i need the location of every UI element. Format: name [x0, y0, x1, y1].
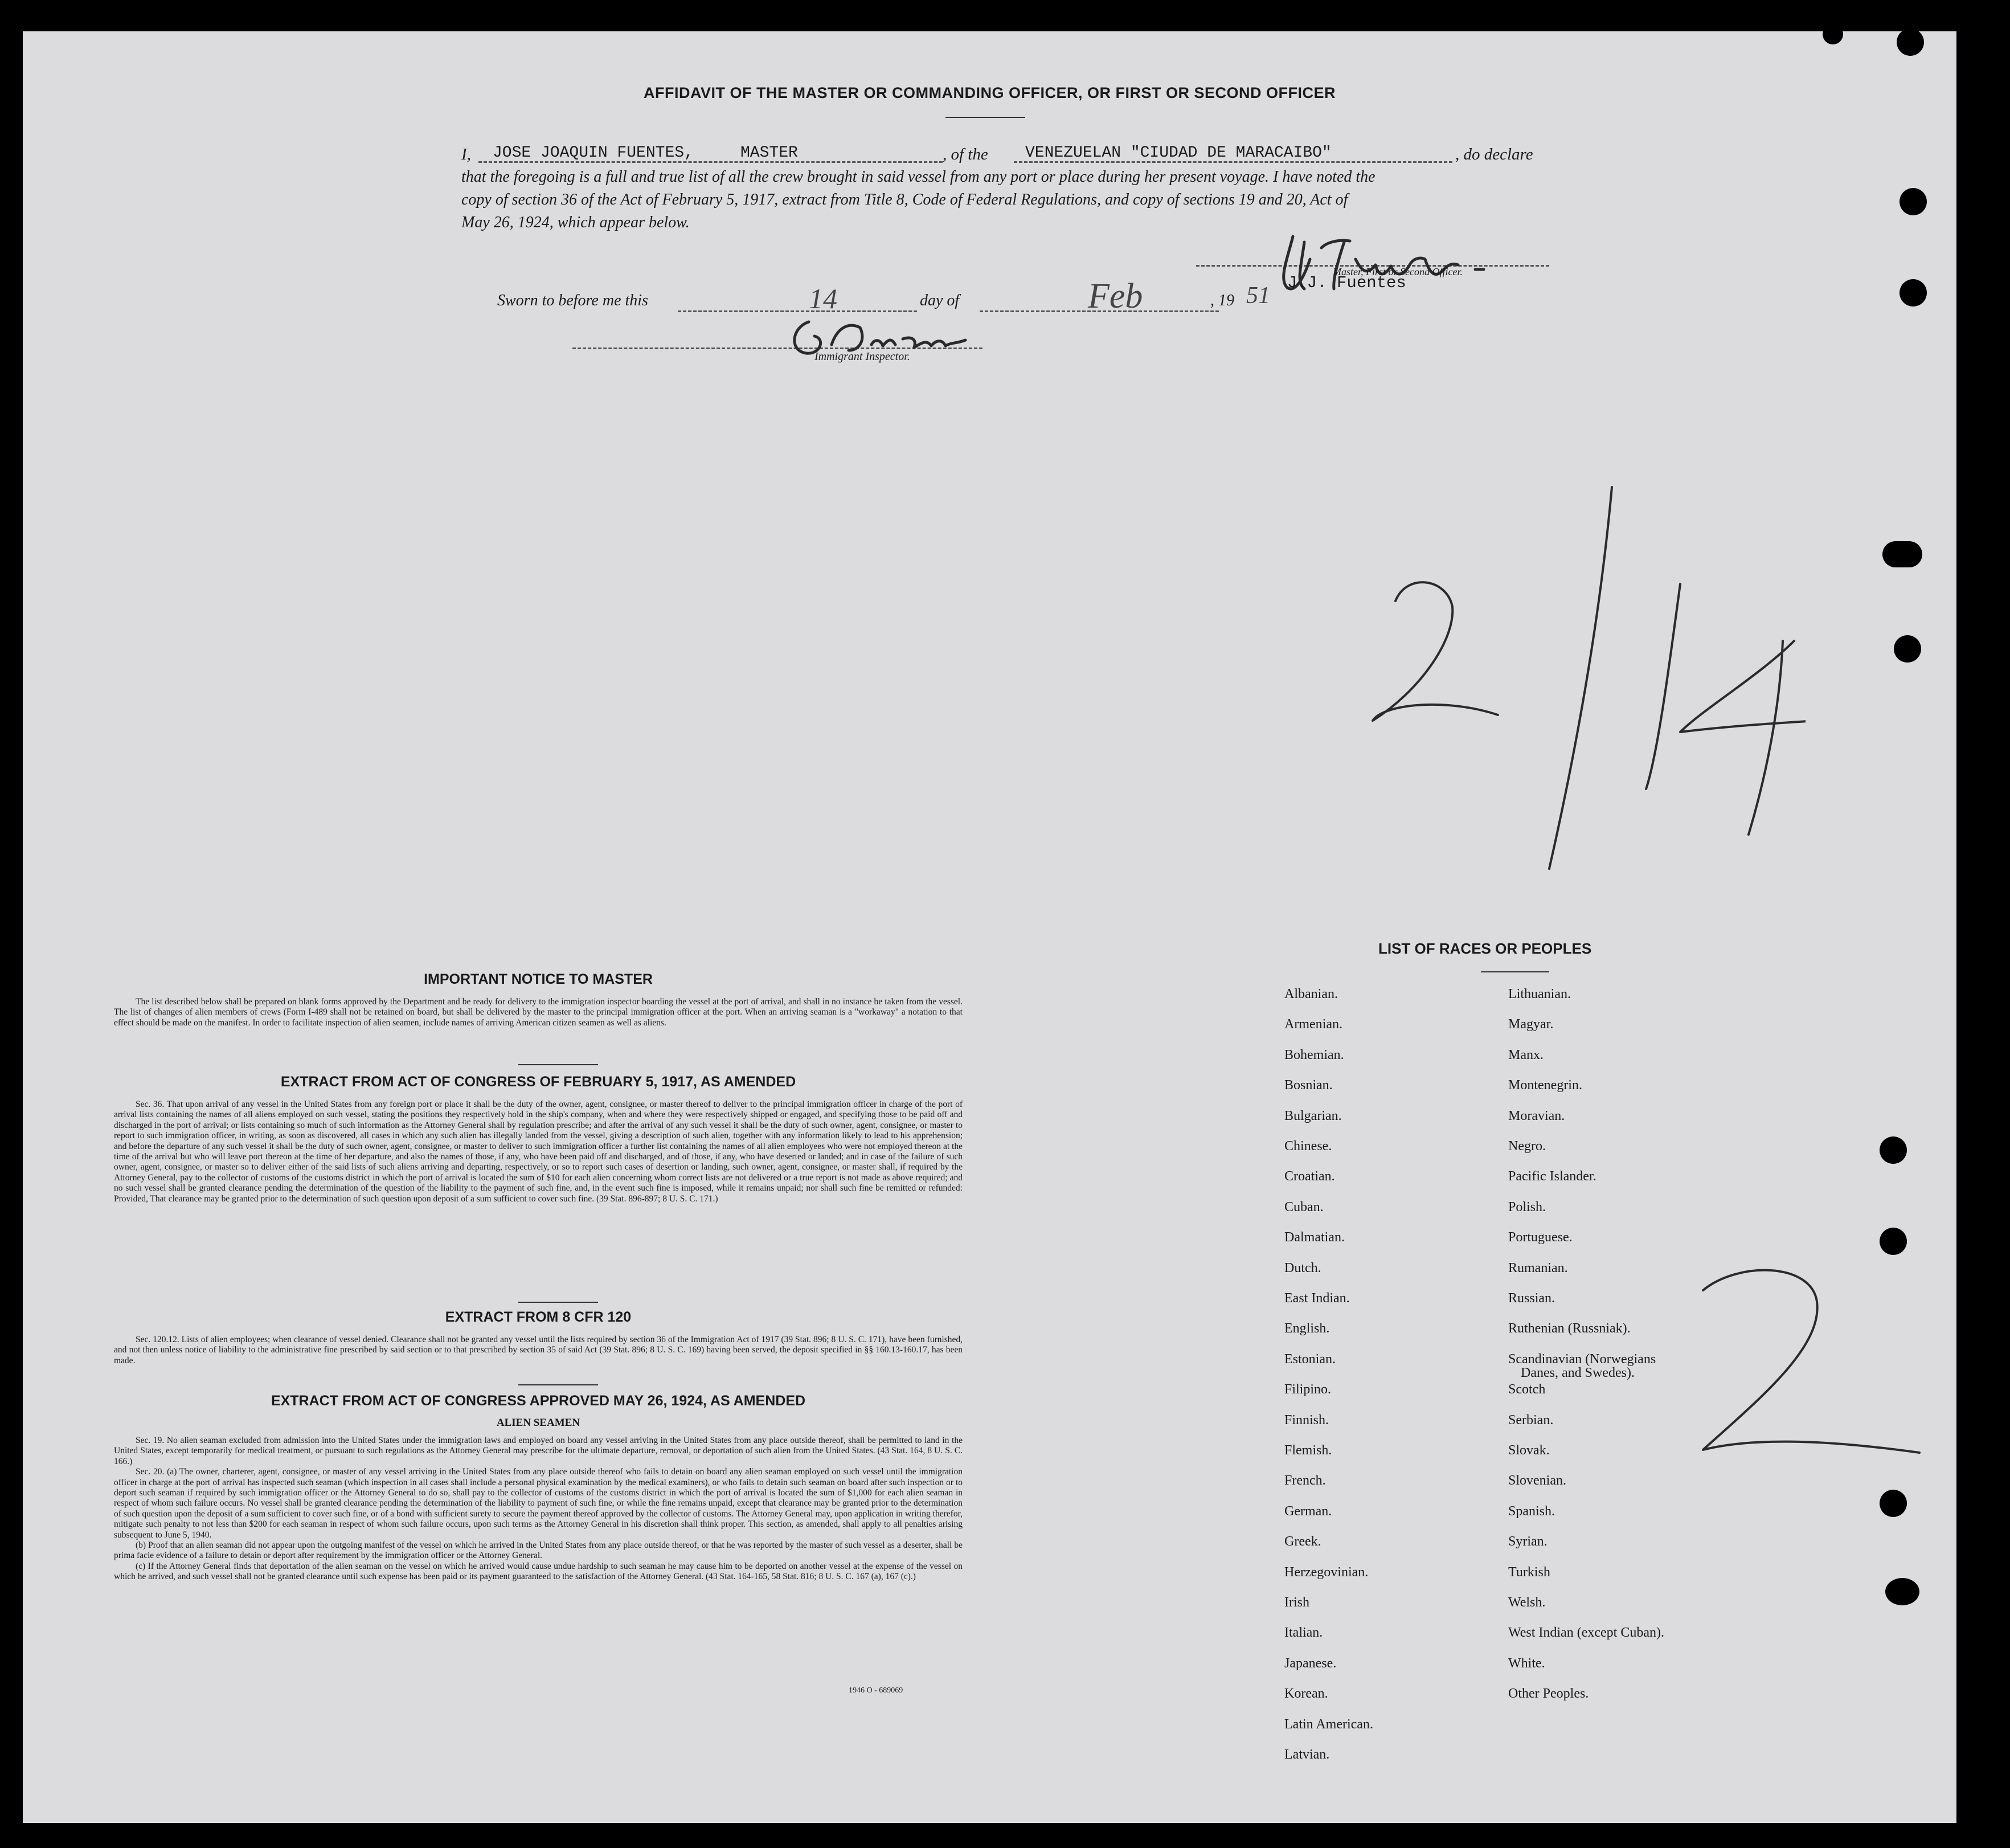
extract-cfr-body	[114, 1335, 963, 1366]
notice-rule	[518, 1064, 598, 1065]
sec20b-paragraph: (b) Proof that an alien seaman did not appear upon the outgoing manifest of the vessel on which he arrived in the United States from any place outside thereof, or that he was reported by the master of such vessel as a deserter, shall be prima facie evidence of a failure to detain or deport after requirement by the immigration officer or the Attorney General.	[114, 1540, 963, 1561]
punch-hole	[1880, 1490, 1907, 1517]
typed-name: J.J. Fuentes	[1287, 273, 1406, 292]
sec20c-paragraph: (c) If the Attorney General finds that deportation of the alien seaman on the vessel on which he arrived would cause undue hardship to such seaman he may cause him to be deported on another vessel at the expense of the vessel on which he arrived, and such vessel shall not be granted clearance until such expense has been paid or its payment guaranteed to the satisfaction of the Attorney General. (43 Stat. 164-165, 58 Stat. 816; 8 U. S. C. 167 (a), 167 (c).)	[114, 1561, 963, 1582]
race-item: Croatian.	[1284, 1169, 1335, 1184]
year-suffix: 51	[1246, 283, 1270, 309]
race-item: Pacific Islander.	[1508, 1169, 1596, 1184]
race-item: Negro.	[1508, 1139, 1546, 1154]
sec20a-paragraph: Sec. 20. (a) The owner, charterer, agent, consignee, or master of any vessel arriving in the United States from any place outside thereof who fails to detain on board any alien seaman employed on such vessel until the immigration officer in charge at the port of arrival has inspected such seaman (which inspection in all cases shall include a personal physical examination by the medical examiners), or who fails to detain such seaman on board after such inspection or to deport such seaman if required by such immigration officer or the Attorney General to do so, shall pay to the collector of customs of the customs district in which the port of arrival is located the sum of $1,000 for each alien seaman in respect of whom such failure occurs. No vessel shall be granted clearance pending the determination of the liability to payment of such fine, or while the fine remains unpaid, except that clearance may be granted prior to the determination of such question upon the deposit of a sum sufficient to cover such fine, or of a bond with sufficient surety to secure the payment thereof approved by the collector of customs. The Attorney General may, upon application in writing therefor, mitigate such penalty to not less than $200 for each seaman in respect of whom such failure occurs, upon such terms as the Attorney General in his discretion shall think proper. This section, as amended, shall apply to all penalties arising subsequent to June 5, 1940.	[114, 1467, 963, 1540]
race-item: White.	[1508, 1655, 1545, 1671]
notice-paragraph: The list described below shall be prepared on blank forms approved by the Department and be ready for delivery to the immigration inspector boarding the vessel at the port of arrival, and shall in no instance be taken from the vessel. The list of changes of alien members of crews (Form I-489 shall not be retained on board, but shall be delivered by the master to the principal immigration officer at the port. When an arriving seaman is a "workaway" a notation to that effect should be made on the manifest. In order to facilitate inspection of alien seamen, include names of arriving American citizen seamen as well as aliens.	[114, 997, 963, 1028]
extract-cfr-title: EXTRACT FROM 8 CFR 120	[445, 1309, 632, 1325]
races-title: LIST OF RACES OR PEOPLES	[1378, 940, 1592, 957]
race-item: Latvian.	[1284, 1747, 1330, 1762]
race-item: East Indian.	[1284, 1291, 1350, 1306]
race-item: German.	[1284, 1503, 1332, 1519]
race-item: Albanian.	[1284, 987, 1338, 1001]
extract1924-body	[114, 1436, 963, 1583]
race-item: Rumanian.	[1508, 1260, 1568, 1275]
race-item: Dalmatian.	[1284, 1230, 1345, 1245]
notice-title: IMPORTANT NOTICE TO MASTER	[424, 971, 653, 987]
date-note-handwriting	[1361, 470, 1806, 903]
race-item: Filipino.	[1284, 1382, 1332, 1397]
affidavit-body-line-3: May 26, 1924, which appear below.	[461, 214, 690, 231]
race-item: Russian.	[1508, 1291, 1555, 1306]
punch-hole	[1882, 541, 1922, 567]
document-sheet	[23, 31, 1956, 1823]
race-item: Magyar.	[1508, 1017, 1554, 1032]
race-item: Polish.	[1508, 1199, 1546, 1215]
i-label: I,	[461, 145, 471, 163]
race-item: Syrian.	[1508, 1534, 1548, 1549]
race-item: Herzegovinian.	[1284, 1564, 1369, 1580]
vessel-name: VENEZUELAN "CIUDAD DE MARACAIBO"	[1025, 144, 1332, 162]
race-item: Latin American.	[1284, 1716, 1373, 1732]
extract1924-title: EXTRACT FROM ACT OF CONGRESS APPROVED MAY 26, 1924, AS AMENDED	[271, 1393, 806, 1409]
of-the-label: , of the	[943, 145, 988, 163]
inspector-caption: Immigrant Inspector.	[814, 350, 910, 363]
race-item: English.	[1284, 1321, 1330, 1336]
race-item: Moravian.	[1508, 1108, 1565, 1123]
master-name: JOSE JOAQUIN FUENTES,	[493, 144, 694, 162]
race-item: Estonian.	[1284, 1351, 1336, 1367]
sworn-day: 14	[809, 283, 837, 314]
extract1924-subtitle: ALIEN SEAMEN	[496, 1417, 580, 1429]
race-item: Dutch.	[1284, 1260, 1321, 1275]
race-item: Manx.	[1508, 1047, 1544, 1062]
sec19-paragraph: Sec. 19. No alien seaman excluded from admission into the United States under the immigration laws and employed on board any vessel arriving in the United States from any place outside thereof, shall be permitted to land in the United States, except temporarily for medical treatment, or pursuant to such regulations as the Attorney General may prescribe for the ultimate departure, removal, or deportation of such alien from the United States. (43 Stat. 164, 8 U. S. C. 166.)	[114, 1436, 963, 1466]
affidavit-first-line	[461, 145, 1675, 168]
race-item: Slovenian.	[1508, 1473, 1566, 1489]
race-item: Turkish	[1508, 1564, 1550, 1580]
extract1917-body	[114, 1099, 963, 1204]
sec36-paragraph: Sec. 36. That upon arrival of any vessel in the United States from any foreign port or place it shall be the duty of the owner, agent, consignee, or master thereof to deliver to the principal immigration officer in charge of the port of arrival lists containing the names of all aliens employed on such vessel, stating the positions they respectively hold in the ship's company, when and where they were respectively shipped or engaged, and specifying those to be paid off and discharged in the port of arrival; or lists containing so much of such information as the Attorney General shall by regulation prescribe; and after the arrival of any such vessel it shall be the duty of such owner, agent, consignee, or master to report to such immigration officer, in writing, as soon as discovered, all cases in which any such alien has illegally landed from the vessel, giving a description of such alien, together with any information likely to lead to his apprehension; and before the departure of any such vessel it shall be the duty of such owner, agent, consignee, or master to deliver to such immigration officer a further list containing the names of all alien employees who were not employed thereon at the time of the arrival but who will leave port thereon at the time of her departure, and also the names of those, if any, who have been paid off and discharged, and of those, if any, who have deserted or landed; and in case of the failure of such owner, agent, consignee, or master so to deliver either of the said lists of such aliens arriving and departing, respectively, or so to report such cases of desertion or landing, such owner, agent, consignee, or master shall, if required by the Attorney General, pay to the collector of customs of the customs district in which the port of arrival is located the sum of $10 for each alien concerning whom correct lists are not delivered or a true report is not made as above required; and no such vessel shall be granted clearance pending the determination of the question of the liability to the payment of such fine, and, in the event such fine is imposed, while it remains unpaid; nor shall such fine be remitted or refunded: Provided, That clearance may be granted prior to the determination of such question upon deposit of a sum sufficient to cover such fine. (39 Stat. 896-897; 8 U. S. C. 171.)	[114, 1099, 963, 1204]
notice-body	[114, 997, 963, 1028]
race-item: Flemish.	[1284, 1443, 1332, 1458]
race-item: West Indian (except Cuban).	[1508, 1625, 1664, 1641]
race-item: Bulgarian.	[1284, 1108, 1342, 1123]
punch-hole	[1897, 28, 1924, 56]
race-item: Portuguese.	[1508, 1230, 1573, 1245]
extract1917-rule	[518, 1302, 598, 1303]
race-item: Lithuanian.	[1508, 987, 1571, 1001]
master-signature-caption: Master, First or Second Officer.	[1333, 266, 1463, 277]
race-item: Welsh.	[1508, 1595, 1546, 1610]
race-item: Italian.	[1284, 1625, 1323, 1641]
affidavit-body-line-1: that the foregoing is a full and true list of all the crew brought in said vessel from any port or place during her present voyage. I have noted the	[461, 168, 1376, 186]
race-item: Ruthenian (Russniak).	[1508, 1321, 1631, 1336]
race-item: Japanese.	[1284, 1655, 1337, 1671]
affidavit-title: AFFIDAVIT OF THE MASTER OR COMMANDING OFFICER, OR FIRST OR SECOND OFFICER	[644, 84, 1336, 101]
punch-hole	[1894, 635, 1921, 663]
race-item: Irish	[1284, 1595, 1309, 1610]
race-item: Spanish.	[1508, 1503, 1555, 1519]
sworn-label: Sworn to before me this	[497, 292, 648, 309]
race-item: Bosnian.	[1284, 1078, 1333, 1093]
race-item: Cuban.	[1284, 1199, 1324, 1215]
punch-hole	[1885, 1578, 1919, 1605]
sworn-month: Feb	[1088, 277, 1143, 316]
race-item: Danes, and Swedes).	[1521, 1365, 1635, 1380]
year-prefix: , 19	[1210, 292, 1234, 309]
race-item: Korean.	[1284, 1686, 1328, 1702]
race-item: French.	[1284, 1473, 1326, 1489]
race-item: Scandinavian (Norwegians	[1508, 1351, 1656, 1367]
race-item: Chinese.	[1284, 1139, 1332, 1154]
punch-hole	[1880, 1228, 1907, 1255]
do-declare-label: , do declare	[1455, 145, 1533, 163]
master-rank: MASTER	[740, 144, 798, 162]
day-of-label: day of	[920, 292, 960, 309]
race-item: Serbian.	[1508, 1412, 1554, 1428]
punch-hole	[1880, 1136, 1907, 1164]
race-item: Greek.	[1284, 1534, 1321, 1549]
punch-hole	[1900, 188, 1927, 215]
extract-cfr-rule	[518, 1384, 598, 1385]
print-code: 1946 O - 689069	[849, 1686, 903, 1695]
race-item: Finnish.	[1284, 1412, 1329, 1428]
extract1917-title: EXTRACT FROM ACT OF CONGRESS OF FEBRUARY 5, 1917, AS AMENDED	[280, 1074, 796, 1090]
name-fill-line	[478, 161, 943, 163]
punch-hole	[1900, 279, 1927, 306]
affidavit-body-line-2: copy of section 36 of the Act of February 5, 1917, extract from Title 8, Code of Federal Regulations, and copy of sections 19 and 20, Act of	[461, 191, 1348, 208]
race-item: Montenegrin.	[1508, 1078, 1582, 1093]
title-underline	[945, 117, 1025, 118]
races-rule	[1481, 971, 1549, 972]
race-item: Armenian.	[1284, 1017, 1342, 1032]
page-number-handwriting	[1669, 1256, 1937, 1478]
race-item: Scotch	[1508, 1382, 1546, 1397]
punch-hole	[1823, 24, 1843, 44]
race-item: Slovak.	[1508, 1443, 1550, 1458]
race-item: Bohemian.	[1284, 1047, 1344, 1062]
sec120-paragraph: Sec. 120.12. Lists of alien employees; when clearance of vessel denied. Clearance shall not be granted any vessel until the lists required by section 36 of the Immigration Act of 1917 (39 Stat. 896; 8 U. S. C. 171), have been furnished, and not then unless notice of liability to the administrative fine prescribed by said section or to that prescribed by section 35 of said Act (39 Stat. 896; 8 U. S. C. 169) having been served, the deposit specified in §§ 160.13-160.17, has been made.	[114, 1335, 963, 1365]
race-item: Other Peoples.	[1508, 1686, 1589, 1702]
